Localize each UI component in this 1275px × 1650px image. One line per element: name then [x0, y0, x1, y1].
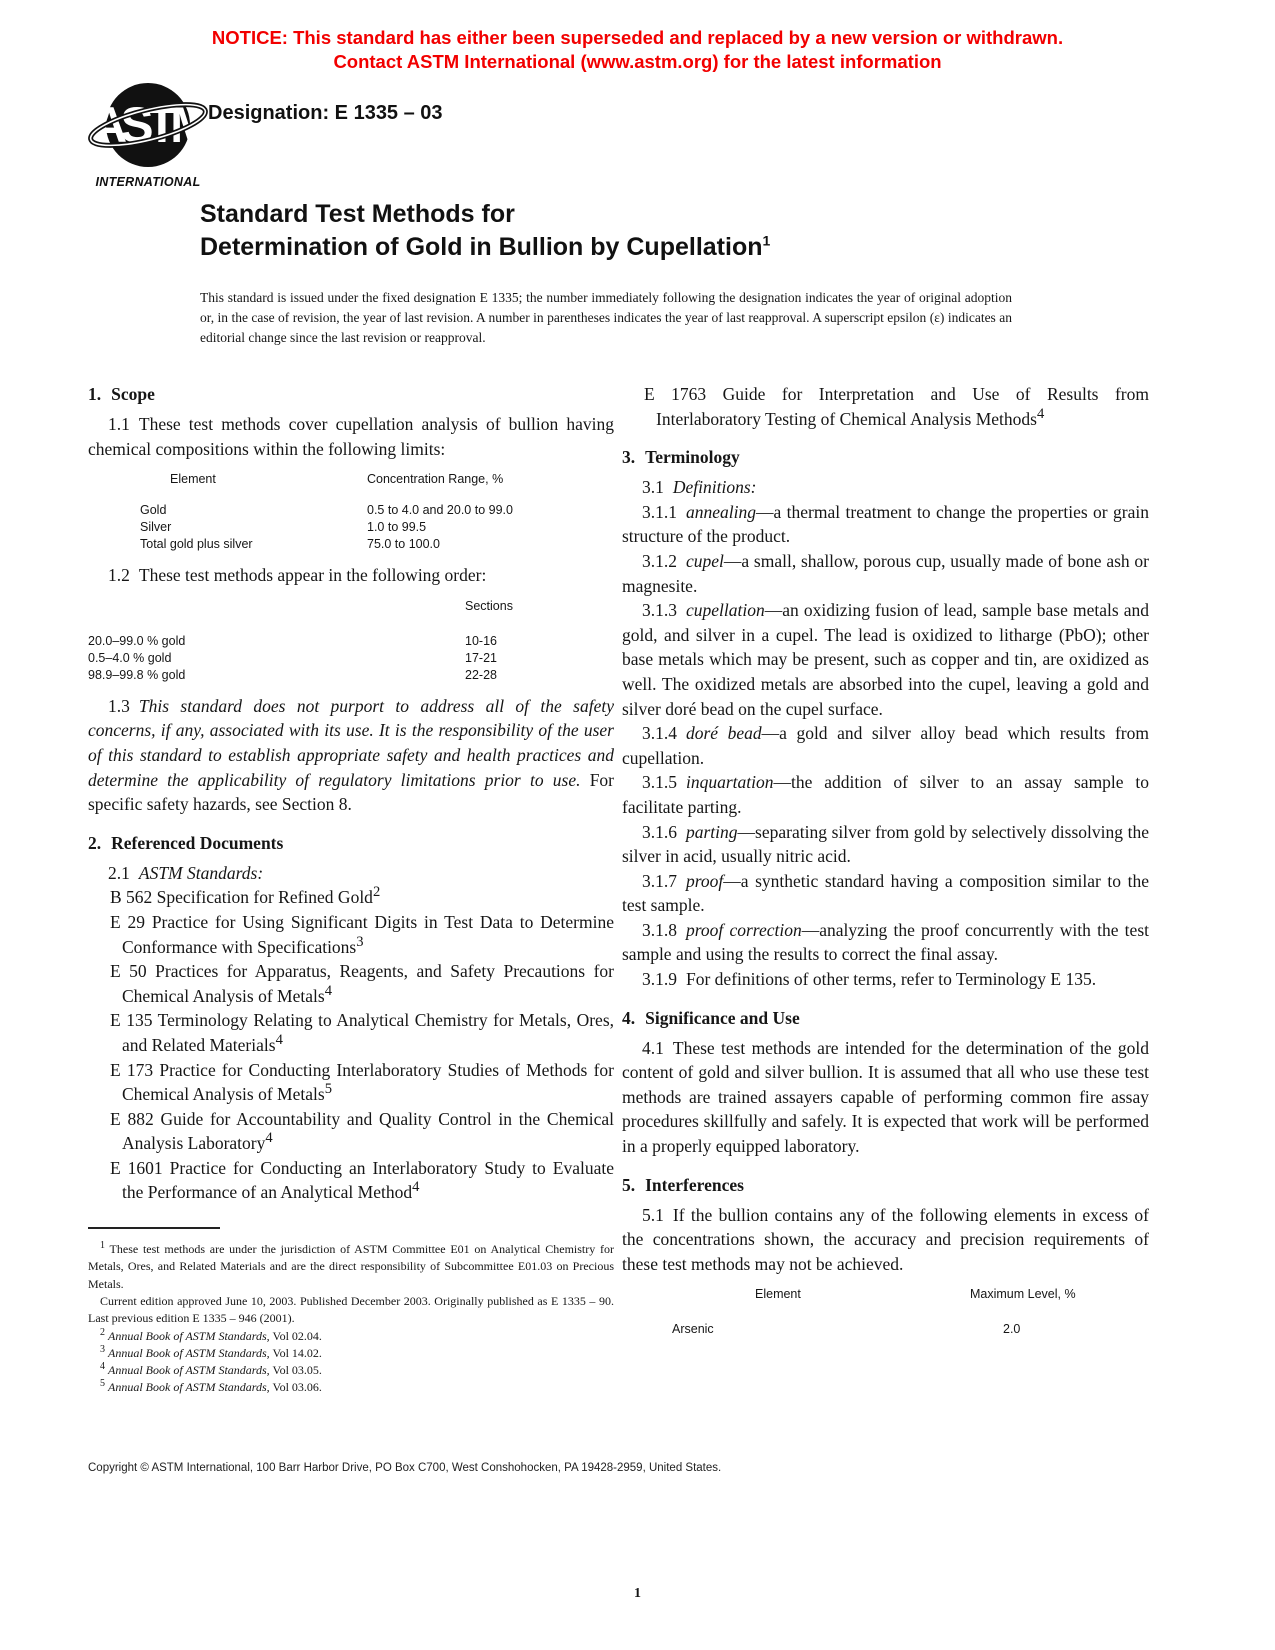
- reference-item: E 135 Terminology Relating to Analytical Chemistry for Metals, Ores, and Related Materials$^4$: [110, 1010, 614, 1055]
- para-2-1: 2.1 ASTM Standards:: [108, 862, 264, 883]
- footnote-2: $^2$ Annual Book of ASTM Standards, Vol 02.04.: [100, 1326, 322, 1343]
- para-1-2: 1.2 These test methods appear in the following order:: [108, 565, 487, 586]
- reference-item: B 562 Specification for Refined Gold$^2$: [110, 884, 381, 908]
- table-row: 0.5–4.0 % gold 17-21: [88, 650, 497, 665]
- definition-item: 3.1.6 parting—separating silver from gold by selectively dissolving the silver in acid, usually nitric acid.: [622, 821, 1149, 867]
- table-row: Arsenic 2.0: [672, 1322, 1021, 1337]
- definition-item: 3.1.4 doré bead—a gold and silver alloy bead which results from cupellation.: [622, 723, 1149, 768]
- heading-referenced-documents: 2. Referenced Documents: [88, 832, 284, 853]
- title-line-2: Determination of Gold in Bullion by Cupellation$^1$: [200, 232, 771, 261]
- table-row: 98.9–99.8 % gold 22-28: [88, 667, 497, 682]
- table-row: Gold 0.5 to 4.0 and 20.0 to 99.0: [140, 503, 513, 518]
- svg-text:ASTM: ASTM: [91, 97, 205, 153]
- page-number: 1: [634, 1586, 641, 1601]
- footnote-5: $^5$ Annual Book of ASTM Standards, Vol 03.06.: [100, 1378, 322, 1395]
- definition-item: 3.1.9 For definitions of other terms, refer to Terminology E 135.: [642, 969, 1097, 990]
- title-line-1: Standard Test Methods for: [200, 200, 515, 228]
- scope-limits-table: [88, 471, 614, 553]
- footnote-1b: Current edition approved June 10, 2003. Published December 2003. Originally published as E 1335 – 90. Last previous edition E 1335 – 946 (2001).: [88, 1293, 614, 1326]
- table-header: Element Maximum Level, %: [755, 1287, 1076, 1302]
- notice-line-2: Contact ASTM International (www.astm.org) for the latest information: [333, 51, 942, 72]
- para-3-1: 3.1 Definitions:: [642, 477, 757, 498]
- interferences-table: [622, 1286, 1149, 1338]
- definition-item: 3.1.2 cupel—a small, shallow, porous cup, usually made of bone ash or magnesite.: [622, 550, 1149, 596]
- reference-item: E 50 Practices for Apparatus, Reagents, and Safety Precautions for Chemical Analysis of Metals$^4$: [110, 961, 614, 1006]
- footnote-4: $^4$ Annual Book of ASTM Standards, Vol 03.05.: [100, 1361, 322, 1378]
- notice-line-1: NOTICE: This standard has either been superseded and replaced by a new version or withdrawn.: [211, 27, 1064, 48]
- heading-terminology: 3. Terminology: [622, 447, 740, 468]
- heading-interferences: 5. Interferences: [622, 1174, 744, 1195]
- reference-item: E 882 Guide for Accountability and Quality Control in the Chemical Analysis Laboratory$^4$: [110, 1108, 614, 1154]
- heading-scope: 1. Scope: [88, 384, 155, 404]
- footnotes: [88, 1241, 614, 1397]
- reference-item: E 173 Practice for Conducting Interlaboratory Studies of Methods for Chemical Analysis of Metals$^5$: [110, 1059, 614, 1105]
- table-row: Total gold plus silver 75.0 to 100.0: [140, 537, 440, 552]
- heading-significance-and-use: 4. Significance and Use: [622, 1007, 800, 1028]
- definition-item: 3.1.7 proof—a synthetic standard having a composition similar to the test sample.: [622, 870, 1149, 916]
- astm-logo-subtext: INTERNATIONAL: [95, 175, 201, 189]
- reference-item: E 29 Practice for Using Significant Digits in Test Data to Determine Conformance with Specifications$^3$: [110, 911, 614, 957]
- left-column: [88, 382, 614, 1397]
- issued-note: This standard is issued under the fixed designation E 1335; the number immediately following the designation indicates the year of original adoption or, in the case of revision, the year of last revision. A number in parentheses indicates the year of last reapproval. A superscript epsilon (ε) indicates an editorial change since the last revision or reapproval.: [200, 290, 1012, 345]
- superseded-notice: [0, 26, 1275, 74]
- table-row: 20.0–99.0 % gold 10-16: [88, 633, 497, 648]
- definition-item: 3.1.1 annealing—a thermal treatment to change the properties or grain structure of the product.: [622, 501, 1149, 547]
- right-column: [622, 382, 1149, 1348]
- table-row: Silver 1.0 to 99.5: [140, 520, 427, 535]
- para-5-1: 5.1 If the bullion contains any of the following elements in excess of the concentrations shown, the accuracy and precision requirements of these test methods may not be achieved.: [622, 1204, 1149, 1274]
- page-title: [200, 198, 770, 264]
- para-1-1: 1.1 These test methods cover cupellation analysis of bullion having chemical compositions within the following limits:: [88, 414, 614, 459]
- copyright-line: Copyright © ASTM International, 100 Barr Harbor Drive, PO Box C700, West Conshohocken, PA 19428-2959, United States.: [88, 1462, 722, 1474]
- para-4-1: 4.1 These test methods are intended for the determination of the gold content of gold and silver bullion. It is assumed that all who use these test methods are trained assayers capable of performing common fire assay procedures skillfully and safely. It is expected that work will be performed in a properly equipped laboratory.: [622, 1037, 1149, 1157]
- footnote-3: $^3$ Annual Book of ASTM Standards, Vol 14.02.: [100, 1343, 322, 1360]
- table-header: Element Concentration Range, %: [170, 472, 504, 487]
- reference-item: E 1763 Guide for Interpretation and Use of Results from Interlaboratory Testing of Chemical Analysis Methods$^4$: [644, 384, 1149, 429]
- definition-item: 3.1.3 cupellation—an oxidizing fusion of lead, sample base metals and gold, and silver in a cupel. The lead is oxidized to litharge (PbO); other base metals which may be present, such as copper and tin, are oxidized as well. The oxidized metals are absorbed into the cupel, leaving a gold and silver doré bead on the cupel surface.: [622, 600, 1149, 719]
- designation: Designation: E 1335 – 03: [208, 102, 443, 124]
- footnote-1: $^1$ These test methods are under the jurisdiction of ASTM Committee E01 on Analytical Chemistry for Metals, Ores, and Related Materials and are the direct responsibility of Subcommittee E01.03 on Precious Metals.: [88, 1240, 614, 1291]
- table-header: Sections: [465, 598, 513, 613]
- title-footnote-ref: 1: [762, 232, 771, 249]
- definition-item: 3.1.5 inquartation—the addition of silver to an assay sample to facilitate parting.: [622, 772, 1149, 817]
- para-1-3: 1.3 This standard does not purport to address all of the safety concerns, if any, associated with its use. It is the responsibility of the user of this standard to establish appropriate safety and health practices and determine the applicability of regulatory limitations prior to use. For specific safety hazards, see Section 8.: [88, 695, 615, 815]
- footnote-divider: [88, 1227, 220, 1229]
- astm-logo: [86, 80, 210, 189]
- definition-item: 3.1.8 proof correction—analyzing the proof concurrently with the test sample and using the results to correct the final assay.: [622, 919, 1149, 965]
- reference-item: E 1601 Practice for Conducting an Interlaboratory Study to Evaluate the Performance of an Analytical Method$^4$: [110, 1157, 614, 1203]
- scope-sections-table: [88, 598, 614, 684]
